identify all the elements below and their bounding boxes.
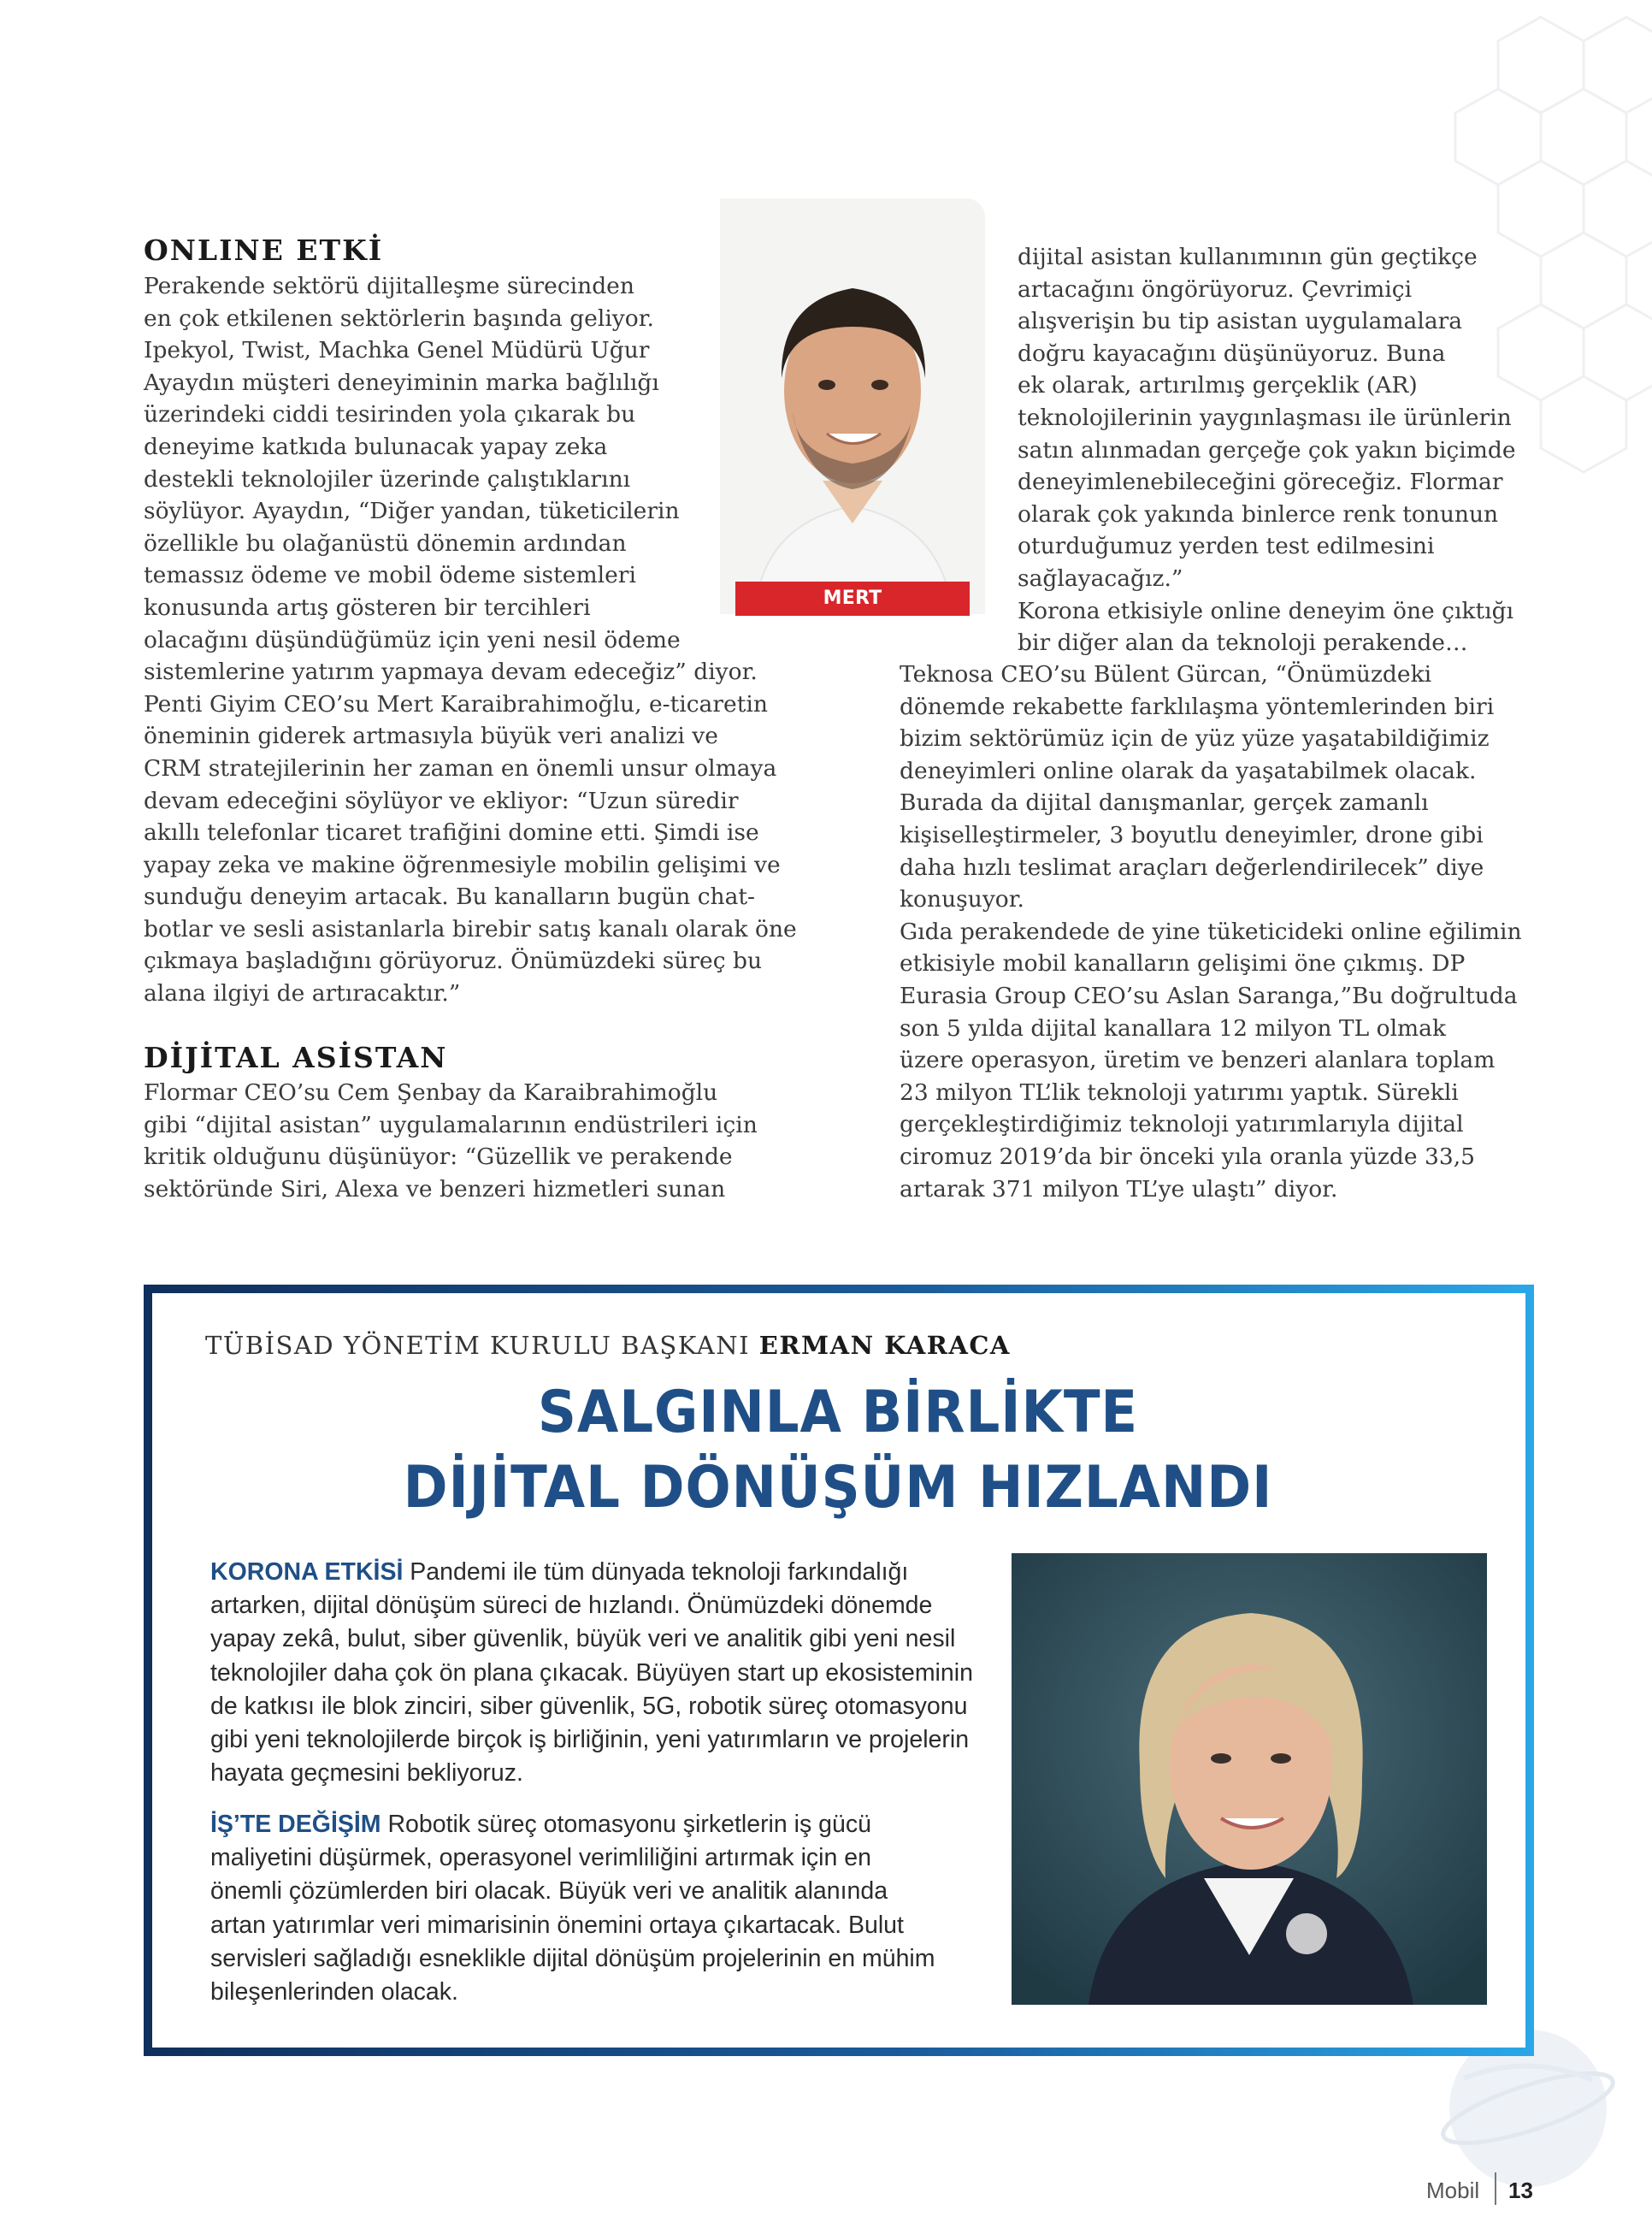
box-title-line-2: DİJİTAL DÖNÜŞÜM HIZLANDI: [403, 1454, 1273, 1522]
text-line: konuşuyor.: [900, 886, 1024, 913]
text-line: üzerindeki ciddi tesirinden yola çıkarak bu: [144, 401, 636, 428]
box-paragraph-1-first-line: Pandemi ile tüm dünyada teknoloji farkındalığı: [403, 1558, 909, 1586]
text-line: CRM stratejilerinin her zaman en önemli unsur olmaya: [144, 754, 777, 782]
text-line: maliyetini düşürmek, operasyonel verimliliğini artırmak için en: [210, 1844, 871, 1872]
text-line: olarak çok yakında binlerce renk tonunun: [1018, 500, 1499, 528]
text-line: son 5 yılda dijital kanallara 12 milyon TL olmak: [900, 1014, 1447, 1042]
box-kicker-title: TÜBİSAD YÖNETİM KURULU BAŞKANI: [205, 1331, 751, 1360]
text-line: 23 milyon TL’lik teknoloji yatırımı yaptık. Sürekli: [900, 1078, 1459, 1106]
text-line: alana ilgiyi de artıracaktır.”: [144, 980, 461, 1008]
text-line: etkisiyle mobil kanalların gelişimi öne çıkmış. DP: [900, 950, 1466, 978]
text-line: doğru kayacağını düşünüyoruz. Buna: [1018, 340, 1446, 367]
text-line: önemli çözümlerden biri olacak. Büyük veri ve analitik alanında: [210, 1877, 888, 1906]
text-line: Burada da dijital danışmanlar, gerçek zamanlı: [900, 789, 1429, 817]
portrait-photo-mert-karaibrahimoglu: [720, 198, 985, 614]
text-line: devam edeceğini söylüyor ve ekliyor: “Uzun süredir: [144, 787, 739, 814]
text-line: temassız ödeme ve mobil ödeme sistemleri: [144, 562, 636, 589]
text-line: kişiselleştirmeler, 3 boyutlu deneyimler, drone gibi: [900, 821, 1484, 848]
box-title-line-1: SALGINLA BİRLİKTE: [537, 1379, 1139, 1446]
text-line: olacağını düşündüğümüz için yeni nesil ödeme: [144, 626, 681, 653]
article-column-1-paragraph-1: [144, 270, 797, 1010]
text-line: deneyimlenebileceğini göreceğiz. Flormar: [1018, 469, 1503, 496]
text-line: teknolojilerinin yaygınlaşması ile ürünlerin: [1018, 404, 1512, 431]
text-line: öneminin giderek artmasıyla büyük veri analizi ve: [144, 723, 718, 750]
text-line: gibi “dijital asistan” uygulamalarının endüstrileri için: [144, 1111, 758, 1138]
text-line: Ipekyol, Twist, Machka Genel Müdürü Uğur: [144, 337, 650, 364]
text-line: özellikle bu olağanüstü dönemin ardından: [144, 529, 627, 557]
footer-section-label: Mobil: [1426, 2178, 1480, 2203]
text-line: Teknosa CEO’su Bülent Gürcan, “Önümüzdeki: [900, 661, 1432, 688]
text-line: ek olarak, artırılmış gerçeklik (AR): [1018, 372, 1418, 399]
text-line: deneyime katkıda bulunacak yapay zeka: [144, 433, 608, 460]
text-line: sunduğu deneyim artacak. Bu kanalların bugün chat-: [144, 883, 756, 911]
text-line: sektöründe Siri, Alexa ve benzeri hizmetleri sunan: [144, 1175, 726, 1203]
text-line: gerçekleştirdiğimiz teknoloji yatırımlarıyla dijital: [900, 1111, 1464, 1138]
box-paragraph-2: [210, 1808, 935, 2009]
text-line: gibi yeni teknolojilerde birçok iş birliğinin, yeni yatırımların ve projelerin: [210, 1726, 970, 1754]
text-line: satın alınmadan gerçeğe çok yakın biçimde: [1018, 436, 1516, 464]
text-line: servisleri sağladığı esneklikle dijital dönüşüm projelerinin en mühim: [210, 1944, 935, 1972]
woman-portrait-icon: [1012, 1553, 1487, 2005]
text-line: sistemlerine yatırım yapmaya devam edeceğiz” diyor.: [144, 659, 758, 686]
text-line: artarak 371 milyon TL’ye ulaştı” diyor.: [900, 1175, 1338, 1203]
text-line: de katkısı ile blok zinciri, siber güvenlik, 5G, robotik süreç otomasyonu: [210, 1692, 968, 1720]
article-column-2-bottom: [900, 659, 1522, 1205]
text-line: daha hızlı teslimat araçları değerlendirilecek” diye: [900, 854, 1484, 881]
text-line: bir diğer alan da teknoloji perakende…: [1018, 629, 1468, 657]
section-heading-dijital: DİJİTAL ASİSTAN: [144, 1041, 448, 1074]
text-line: bileşenlerinden olacak.: [210, 1978, 458, 2006]
text-line: artarken, dijital dönüşüm süreci de hızlandı. Önümüzdeki dönemde: [210, 1592, 933, 1620]
text-line: dönemde rekabette farklılaşma yöntemlerinden biri: [900, 693, 1495, 720]
article-column-1-paragraph-2: [144, 1077, 758, 1205]
footer-divider: [1495, 2172, 1496, 2205]
box-kicker: [205, 1331, 1011, 1360]
text-line: konusunda artış gösteren bir tercihleri: [144, 594, 591, 621]
box-paragraph-1: [210, 1556, 973, 1790]
text-line: sağlayacağız.”: [1018, 564, 1183, 592]
man-portrait-icon: [720, 198, 985, 614]
text-line: oturduğumuz yerden test edilmesini: [1018, 533, 1435, 560]
text-line: teknolojiler daha çok ön plana çıkacak. Büyüyen start up ekosisteminin: [210, 1658, 973, 1687]
box-paragraph-2-lead: İŞ’TE DEĞİŞİM: [210, 1811, 381, 1838]
text-line: üzere operasyon, üretim ve benzeri alanlara toplam: [900, 1047, 1496, 1074]
text-line: yapay zekâ, bulut, siber güvenlik, büyük veri ve analitik gibi yeni nesil: [210, 1625, 956, 1653]
text-line: deneyimleri online olarak da yaşatabilmek olacak.: [900, 757, 1477, 784]
text-line: Perakende sektörü dijitalleşme sürecinden: [144, 273, 634, 299]
text-line: Penti Giyim CEO’su Mert Karaibrahimoğlu, e-ticaretin: [144, 690, 768, 718]
text-line: çıkmaya başladığını görüyoruz. Önümüzdeki süreç bu: [144, 948, 763, 975]
section-heading-online: ONLINE ETKİ: [144, 233, 384, 267]
text-line: artacağını öngörüyoruz. Çevrimiçi: [1018, 275, 1413, 303]
text-line: hayata geçmesini bekliyoruz.: [210, 1759, 523, 1788]
text-line: botlar ve sesli asistanlarla birebir satış kanalı olarak öne: [144, 915, 797, 943]
page-number: 13: [1508, 2178, 1533, 2203]
box-paragraph-1-lead: KORONA ETKİSİ: [210, 1558, 404, 1586]
text-line: Gıda perakendede de yine tüketicideki online eğilimin: [900, 918, 1522, 945]
portrait-photo-erman-karaca: [1012, 1553, 1487, 2005]
text-line: dijital asistan kullanımının gün geçtikçe: [1018, 244, 1478, 270]
text-line: akıllı telefonlar ticaret trafiğini domine etti. Şimdi ise: [144, 819, 759, 847]
box-paragraph-2-first-line: Robotik süreç otomasyonu şirketlerin iş gücü: [381, 1811, 871, 1838]
text-line: bizim sektörümüz için de yüz yüze yaşatabildiğimiz: [900, 725, 1490, 753]
text-line: söylüyor. Ayaydın, “Diğer yandan, tüketicilerin: [144, 498, 680, 525]
text-line: Eurasia Group CEO’su Aslan Saranga,”Bu doğrultuda: [900, 982, 1518, 1009]
text-line: Ayaydın müşteri deneyiminin marka bağlılığı: [144, 369, 659, 396]
article-column-2-top: [1018, 241, 1516, 659]
text-line: Flormar CEO’su Cem Şenbay da Karaibrahimoğlu: [144, 1079, 718, 1106]
text-line: en çok etkilenen sektörlerin başında geliyor.: [144, 304, 654, 332]
text-line: yapay zeka ve makine öğrenmesiyle mobilin gelişimi ve: [144, 851, 781, 878]
box-kicker-name: ERMAN KARACA: [758, 1331, 1011, 1360]
text-line: Korona etkisiyle online deneyim öne çıktığı: [1018, 597, 1514, 624]
text-line: ciromuz 2019’da bir önceki yıla oranla yüzde 33,5: [900, 1143, 1476, 1170]
text-line: destekli teknolojiler üzerinde çalıştıklarını: [144, 465, 631, 493]
text-line: alışverişin bu tip asistan uygulamalara: [1018, 308, 1463, 335]
photo-caption: MERT KARAİBRAHİMOĞLU: [735, 582, 970, 616]
text-line: kritik olduğunu düşünüyor: “Güzellik ve perakende: [144, 1144, 733, 1171]
text-line: artan yatırımlar veri mimarisinin önemini ortaya çıkartacak. Bulut: [210, 1911, 904, 1939]
